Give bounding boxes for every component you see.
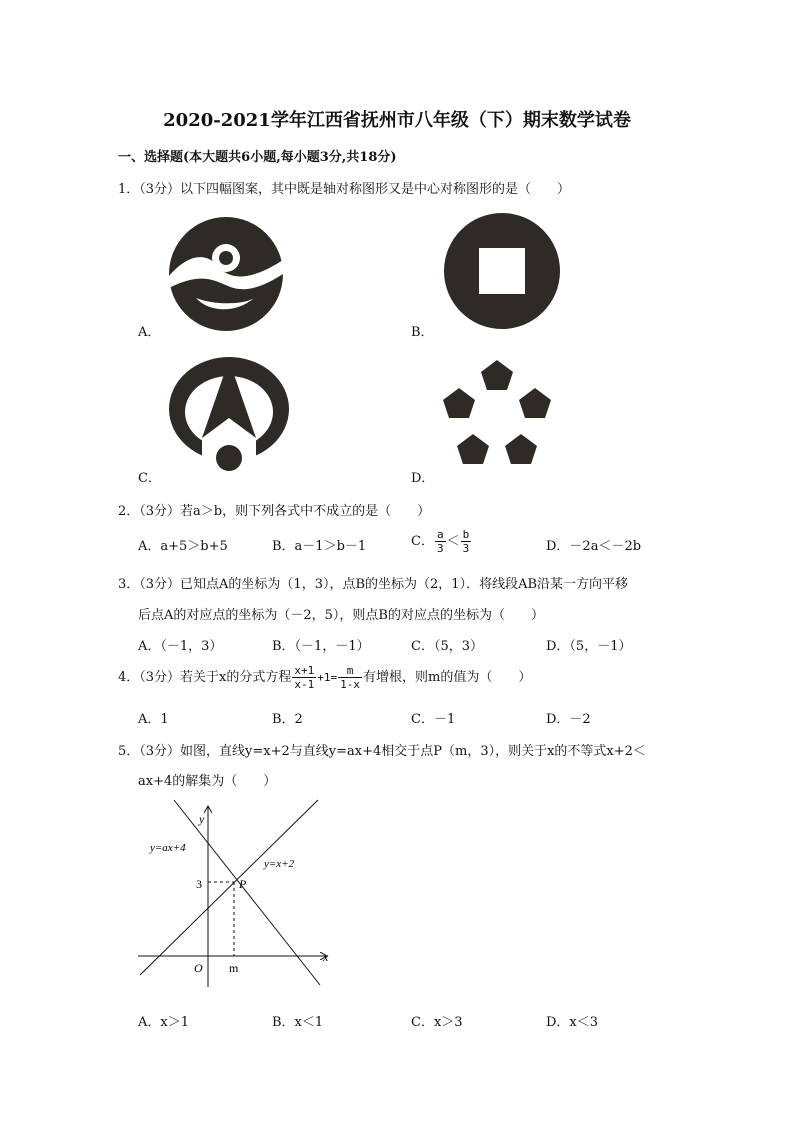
x-tick-m: m bbox=[229, 961, 239, 975]
q2-option-c-label: C． bbox=[411, 534, 434, 549]
q5-option-b: B．x＜1 bbox=[272, 1015, 324, 1030]
figure-b-icon bbox=[442, 211, 562, 331]
q5-option-d: D．x＜3 bbox=[546, 1015, 599, 1030]
q4-option-b: B．2 bbox=[272, 712, 303, 727]
fraction bbox=[461, 528, 472, 555]
line-label-x-plus-2: y=x+2 bbox=[264, 858, 295, 870]
q3-option-d: D．（5，－1） bbox=[546, 639, 632, 654]
q1-option-b: B． bbox=[411, 325, 434, 340]
point-p-label: P bbox=[239, 877, 247, 891]
q2-option-b: B．a－1＞b－1 bbox=[272, 539, 367, 554]
x-axis-label: x bbox=[323, 950, 329, 964]
fraction bbox=[292, 664, 316, 691]
less-than-sign: ＜ bbox=[446, 534, 460, 549]
fraction bbox=[338, 664, 362, 691]
q2-option-a: A．a+5＞b+5 bbox=[138, 539, 228, 554]
figure-d-icon bbox=[441, 358, 553, 474]
q4-option-c: C．－1 bbox=[411, 712, 456, 727]
section-heading: 一、选择题(本大题共6小题,每小题3分,共18分) bbox=[118, 150, 397, 165]
q4-option-d: D．－2 bbox=[546, 712, 591, 727]
q1-option-a: A． bbox=[138, 325, 161, 340]
line-ax-plus-4 bbox=[174, 800, 320, 985]
q2-option-d: D．－2a＜－2b bbox=[546, 539, 642, 554]
q1-option-d: D． bbox=[411, 471, 435, 486]
question-5-stem-line2: ax+4的解集为（ ） bbox=[138, 774, 277, 789]
page-title: 2020-2021学年江西省抚州市八年级（下）期末数学试卷 bbox=[163, 110, 631, 131]
q4-mid: +1= bbox=[317, 671, 338, 684]
line-label-ax-plus-4: y=ax+4 bbox=[150, 842, 186, 854]
q2-option-c bbox=[411, 528, 472, 555]
question-3-stem-line2: 后点A的对应点的坐标为（－2，5），则点B的对应点的坐标为（ ） bbox=[138, 608, 544, 623]
fraction bbox=[435, 528, 446, 555]
q3-option-b: B．（－1，－1） bbox=[272, 639, 370, 654]
q4-option-a: A．1 bbox=[138, 712, 169, 727]
q5-graph bbox=[130, 795, 340, 995]
q1-option-c: C． bbox=[138, 471, 161, 486]
question-2-stem: 2．（3分）若a＞b，则下列各式中不成立的是（ ） bbox=[118, 504, 431, 519]
numerator: b bbox=[462, 528, 470, 541]
denominator: x-1 bbox=[294, 678, 315, 691]
denominator: 3 bbox=[436, 542, 444, 555]
q4-suffix: 有增根，则m的值为（ ） bbox=[363, 670, 532, 685]
question-1-stem: 1．（3分）以下四幅图案，其中既是轴对称图形又是中心对称图形的是（ ） bbox=[118, 182, 571, 197]
question-3-stem-line1: 3．（3分）已知点A的坐标为（1，3），点B的坐标为（2，1）．将线段AB沿某一方向平移 bbox=[118, 577, 629, 592]
question-4-stem bbox=[118, 664, 531, 691]
q5-option-a: A．x＞1 bbox=[138, 1015, 189, 1030]
numerator: x+1 bbox=[294, 664, 315, 677]
q3-option-a: A．（－1，3） bbox=[138, 639, 223, 654]
figure-a-icon bbox=[166, 214, 286, 334]
q4-prefix: 4．（3分）若关于x的分式方程 bbox=[118, 670, 292, 685]
y-axis-label: y bbox=[199, 812, 205, 826]
numerator: m bbox=[338, 664, 362, 678]
denominator: 1-x bbox=[340, 678, 360, 691]
numerator: a bbox=[436, 528, 444, 541]
q5-option-c: C．x＞3 bbox=[411, 1015, 463, 1030]
denominator: 3 bbox=[462, 542, 470, 555]
q3-option-c: C．（5，3） bbox=[411, 639, 483, 654]
y-tick-3: 3 bbox=[196, 877, 202, 891]
figure-c-icon bbox=[166, 354, 292, 474]
origin-label: O bbox=[194, 961, 203, 975]
question-5-stem-line1: 5．（3分）如图，直线y=x+2与直线y=ax+4相交于点P（m，3），则关于x的不等式x+2＜ bbox=[118, 744, 646, 759]
